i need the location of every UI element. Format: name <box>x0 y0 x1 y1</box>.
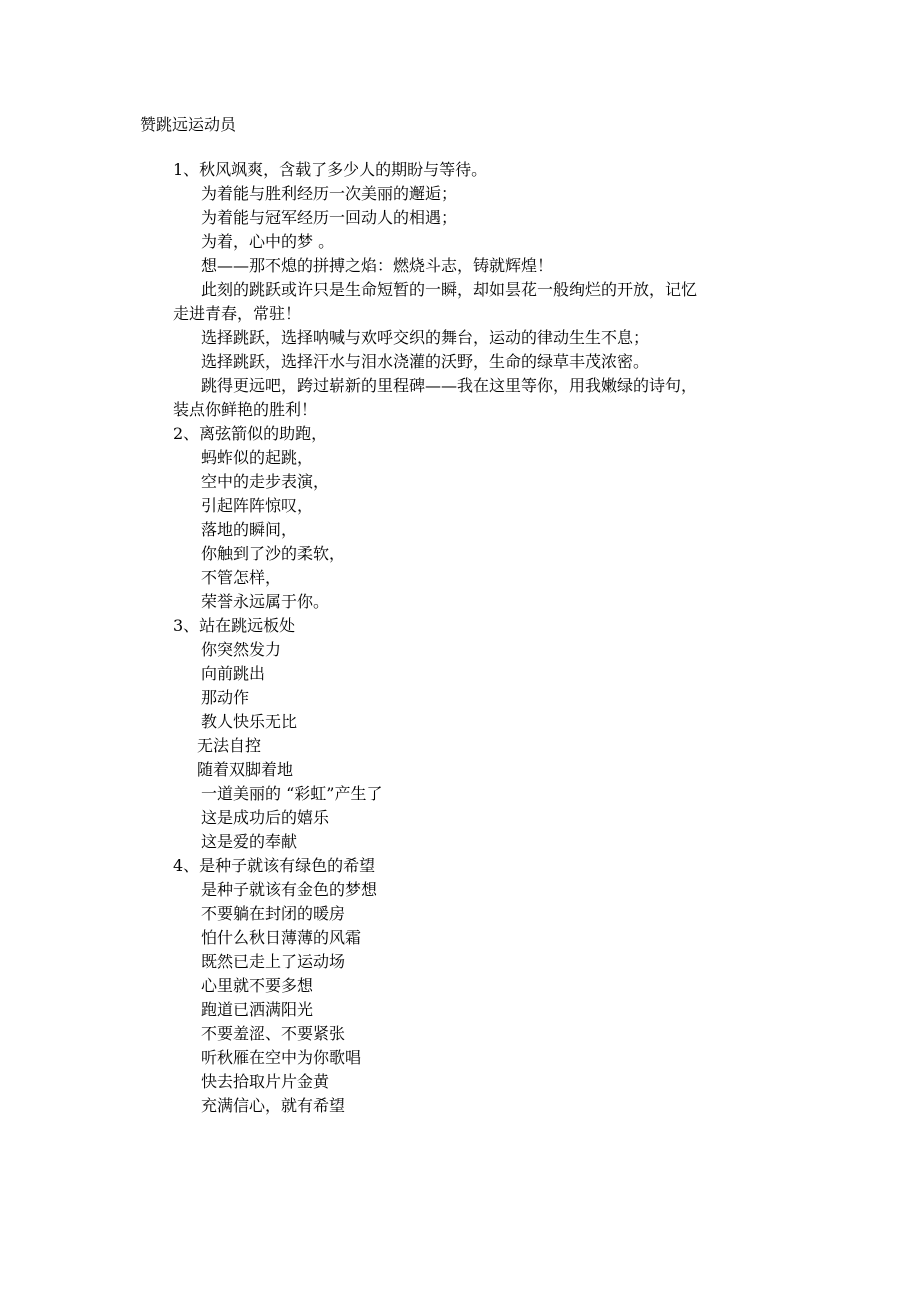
poem1-line5: 想——那不熄的拼搏之焰：燃烧斗志，铸就辉煌！ <box>201 256 554 275</box>
poem1-line8: 选择跳跃，选择汗水与泪水浇灌的沃野，生命的绿草丰茂浓密。 <box>201 352 650 371</box>
poem1-line7: 选择跳跃，选择呐喊与欢呼交织的舞台，运动的律动生生不息； <box>201 328 650 347</box>
poem4-line1: 4、是种子就该有绿色的希望 <box>173 856 376 875</box>
poem4-line7: 跑道已洒满阳光 <box>201 1000 314 1019</box>
poem3-line10: 这是爱的奉献 <box>201 832 298 851</box>
poem1-line1: 1、秋风飒爽，含载了多少人的期盼与等待。 <box>173 160 488 179</box>
poem3-line7: 随着双脚着地 <box>197 760 294 779</box>
poem2-line2: 蚂蚱似的起跳， <box>201 448 314 467</box>
document-body <box>173 158 783 1118</box>
poem2-line3: 空中的走步表演， <box>201 472 330 491</box>
document-title: 赞跳远运动员 <box>140 115 237 134</box>
poem4-line11: 充满信心，就有希望 <box>201 1096 346 1115</box>
poem3-line3: 向前跳出 <box>201 664 266 683</box>
poem4-line4: 怕什么秋日薄薄的风霜 <box>201 928 362 947</box>
poem4-line10: 快去拾取片片金黄 <box>201 1072 330 1091</box>
poem3-line6: 无法自控 <box>197 736 262 755</box>
poem2-line1: 2、离弦箭似的助跑， <box>173 424 328 443</box>
poem2-line5: 落地的瞬间， <box>201 520 298 539</box>
poem1-line3: 为着能与冠军经历一回动人的相遇； <box>201 208 458 227</box>
poem2-line8: 荣誉永远属于你。 <box>201 592 330 611</box>
poem1-line9a: 跳得更远吧，跨过崭新的里程碑——我在这里等你，用我嫩绿的诗句， <box>201 376 698 395</box>
poem3-line2: 你突然发力 <box>201 640 282 659</box>
poem4-line5: 既然已走上了运动场 <box>201 952 346 971</box>
poem4-line8: 不要羞涩、不要紧张 <box>201 1024 346 1043</box>
poem1-line9b: 装点你鲜艳的胜利！ <box>173 400 318 419</box>
poem3-line5: 教人快乐无比 <box>201 712 298 731</box>
poem1-line6a: 此刻的跳跃或许只是生命短暂的一瞬，却如昙花一般绚烂的开放，记忆 <box>201 280 698 299</box>
poem3-line1: 3、站在跳远板处 <box>173 616 296 635</box>
poem4-line3: 不要躺在封闭的暖房 <box>201 904 346 923</box>
poem2-line6: 你触到了沙的柔软， <box>201 544 346 563</box>
poem2-line4: 引起阵阵惊叹， <box>201 496 314 515</box>
poem1-line6b: 走进青春，常驻！ <box>173 304 302 323</box>
poem3-line8: 一道美丽的 “彩虹”产生了 <box>201 784 383 803</box>
poem3-line9: 这是成功后的嬉乐 <box>201 808 330 827</box>
poem3-line4: 那动作 <box>201 688 250 707</box>
poem1-line4: 为着，心中的梦 。 <box>201 232 335 251</box>
poem4-line9: 听秋雁在空中为你歌唱 <box>201 1048 362 1067</box>
poem2-line7: 不管怎样， <box>201 568 282 587</box>
poem4-line6: 心里就不要多想 <box>201 976 314 995</box>
poem1-line2: 为着能与胜利经历一次美丽的邂逅； <box>201 184 458 203</box>
poem4-line2: 是种子就该有金色的梦想 <box>201 880 378 899</box>
